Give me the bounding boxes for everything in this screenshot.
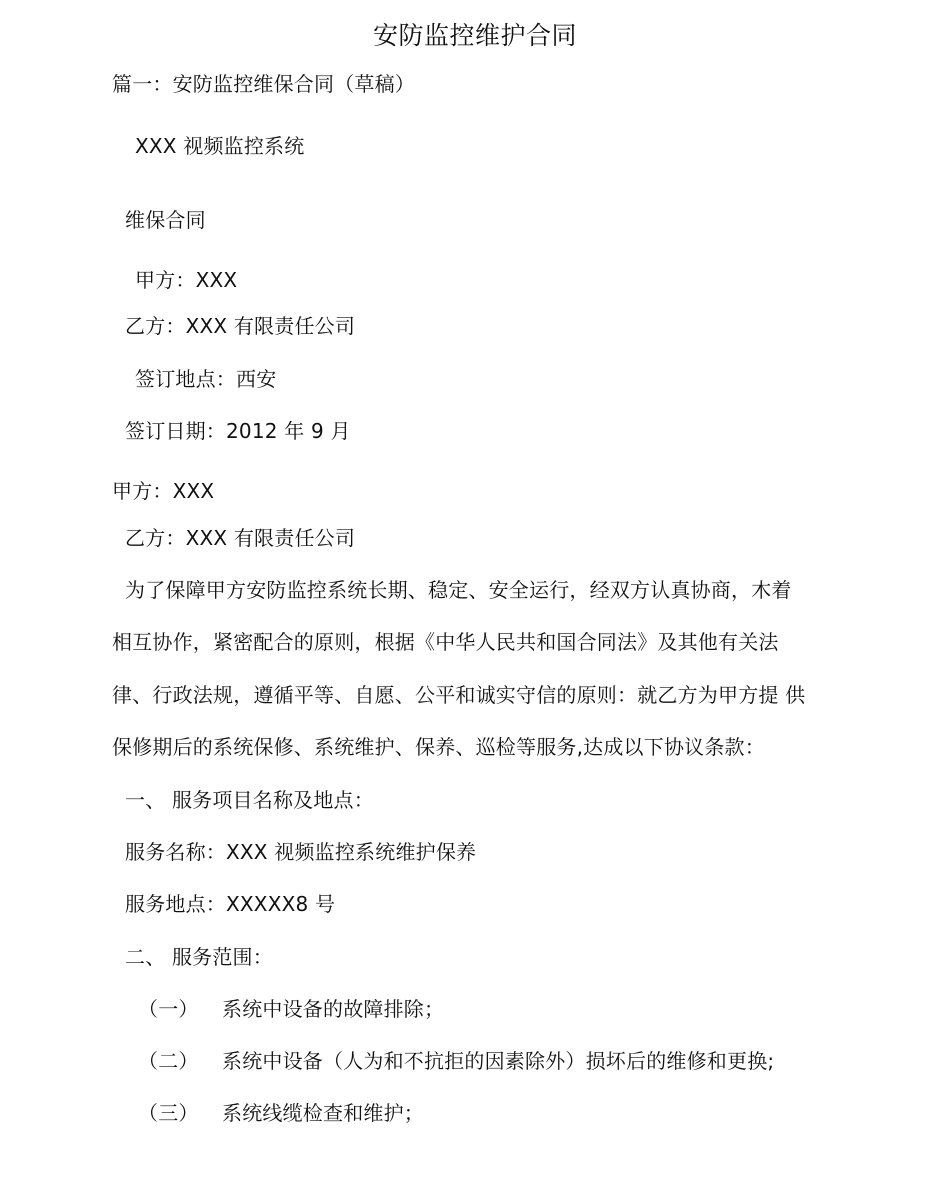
- scope-item: [138, 997, 444, 1021]
- service-name: 服务名称：XXX 视频监控系统维护保养: [125, 840, 477, 864]
- section1-heading: 一、 服务项目名称及地点：: [125, 788, 374, 812]
- cover-sign-date: 签订日期：2012 年 9 月: [125, 419, 351, 443]
- body-party-b: 乙方：XXX 有限责任公司: [125, 526, 356, 550]
- scope-item-text: 系统线缆检查和维护；: [222, 1101, 424, 1125]
- service-place: 服务地点：XXXXX8 号: [125, 892, 336, 916]
- intro-line-2: 相互协作，紧密配合的原则，根据《中华人民共和国合同法》及其他有关法: [112, 630, 779, 654]
- intro-line-4: 保修期后的系统保修、系统维护、保养、巡检等服务,达成以下协议条款：: [112, 735, 765, 759]
- scope-item-number: （二）: [138, 1049, 199, 1073]
- scope-item-text: 系统中设备（人为和不抗拒的因素除外）损坏后的维修和更换;: [222, 1049, 775, 1073]
- cover-party-a: 甲方：XXX: [135, 268, 238, 292]
- cover-contract-name: 维保合同: [125, 208, 206, 232]
- scope-item: [138, 1101, 424, 1125]
- scope-item-number: （三）: [138, 1101, 199, 1125]
- section2-heading: 二、 服务范围：: [125, 945, 273, 969]
- document-title: 安防监控维护合同: [372, 21, 577, 50]
- scope-item: [138, 1049, 774, 1073]
- body-party-a: 甲方：XXX: [112, 479, 215, 503]
- scope-item-text: 系统中设备的故障排除；: [222, 997, 445, 1021]
- intro-line-3: 律、行政法规，遵循平等、自愿、公平和诚实守信的原则：就乙方为甲方提 供: [112, 683, 806, 707]
- intro-line-1: 为了保障甲方安防监控系统长期、稳定、安全运行，经双方认真协商，木着: [125, 578, 792, 602]
- scope-item-number: （一）: [138, 997, 199, 1021]
- cover-party-b: 乙方：XXX 有限责任公司: [125, 314, 356, 338]
- document-subtitle: 篇一：安防监控维保合同（草稿）: [112, 72, 415, 96]
- cover-system-name: XXX 视频监控系统: [135, 134, 305, 158]
- cover-sign-place: 签订地点：西安: [135, 367, 277, 391]
